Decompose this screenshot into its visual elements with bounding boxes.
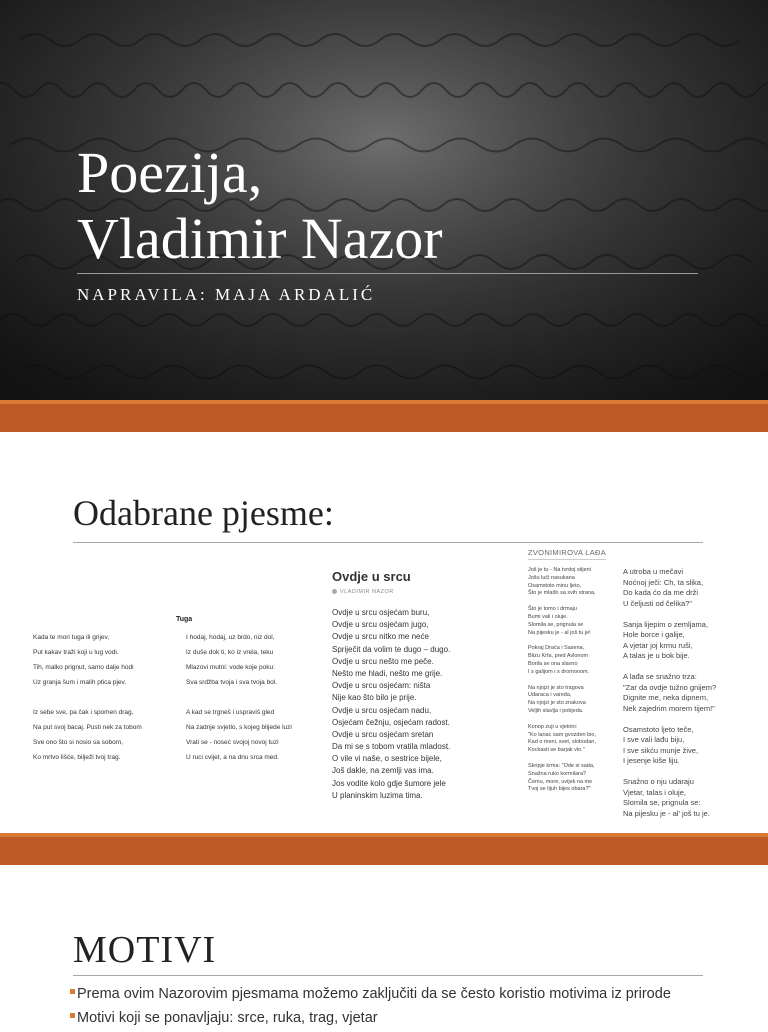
poem-line: Na pijesku je - al još tu je! — [528, 629, 591, 636]
poem-line: Još dakle, na zemlji vas ima. — [332, 766, 434, 776]
poem-line: U ruci cvijet, a na dnu srca med. — [186, 754, 279, 761]
poem-line: Sva srdžba tvoja i sva tvoja bol. — [186, 679, 278, 686]
poem-line: I s galijom i s dromonom. — [528, 668, 590, 675]
poem-line: Osamstoto minu ljeto, — [528, 582, 582, 589]
poem-line: Čemu, more, uvijek na me — [528, 778, 593, 785]
stanza-gap — [528, 598, 596, 606]
motivi-bullet-list — [70, 984, 671, 1032]
poem-line: Vjetar, talas i oluje, — [623, 787, 686, 797]
accent-band-1 — [0, 404, 768, 432]
poem-line: Spriječit da volim te dugo – dugo. — [332, 644, 451, 654]
user-icon — [332, 589, 337, 594]
stanza-gap — [528, 637, 596, 645]
poem-line: Tih, malko prignut, samo dalje hodi — [33, 664, 134, 671]
poem-author — [332, 589, 394, 595]
poem-line: Iz duše dok ti, ko iz vrela, teku — [186, 649, 274, 656]
poem-line: Na pijesku je - al' još tu je. — [623, 808, 710, 818]
poem-line: Borila se ona slavno — [528, 660, 578, 667]
poem-line: Dignite me, neka dipnem, — [623, 693, 709, 702]
poem-line: Bumi vali i oluje. — [528, 613, 568, 620]
poem-title: Ovdje u srcu — [332, 569, 411, 584]
poem-title: Tuga — [176, 616, 193, 623]
poem-line: Da mi se s tobom vratila mladost. — [332, 742, 451, 752]
poem-line: Što je mlađo sa svih strana, — [528, 590, 596, 597]
poem-line: I sve vali lađu biju, — [623, 735, 685, 744]
poem-line: Osamstoto ljeto teče, — [623, 724, 694, 734]
slide-3-title: MOTIVI — [73, 929, 217, 971]
stanza-gap — [623, 714, 716, 725]
poem-line: Slomila se, prignula se — [528, 621, 584, 628]
poem-image-tuga — [30, 610, 300, 760]
poem-line: Hole borce i galije, — [623, 630, 685, 639]
poem-title-divider — [528, 559, 606, 560]
slide-2-title: Odabrane pjesme: — [73, 493, 334, 533]
poem-line: Mlazovi mutni: vode koje poku: — [186, 664, 275, 671]
poem-column-1 — [33, 630, 142, 765]
poem-line: Put kakav traži koji u lug vodi. — [33, 649, 119, 656]
poem-line: Blizu Krfa, pred Avlonom — [528, 653, 589, 660]
poem-line: Noćnoj ječi: Ch, ta slika, — [623, 577, 704, 587]
bullet-item — [70, 1008, 671, 1032]
bullet-text: Prema ovim Nazorovim pjesmama možemo zaključiti da se često koristio motivima iz prirode — [77, 986, 671, 1002]
poem-line: Što je tomo i drmaju — [528, 606, 577, 613]
poem-line: Snažna ruko kormilara? — [528, 770, 587, 777]
poem-line: Sanja lijepim o zemljama, — [623, 619, 709, 629]
poem-line: Osjećam čežnju, osjećam radost. — [332, 717, 450, 727]
poem-line: U čeljusti od čelika?" — [623, 598, 692, 608]
poem-line — [33, 690, 142, 705]
poem-line: A lađa se snažno trza: — [623, 672, 697, 681]
presentation-subtitle: NAPRAVILA: MAJA ARDALIĆ — [77, 285, 376, 304]
poem-line: Na njojzi je sto tragova — [528, 684, 584, 691]
poem-line: Jošu luči nasukana — [528, 574, 575, 581]
poem-line: I hodaj, hodaj, uz brdo, niz dol, — [186, 634, 275, 641]
poem-line: Nešto me hladi, nešto me grije. — [332, 668, 443, 678]
poem-line: Ovdje u srcu nitko me neće — [332, 632, 429, 642]
poem-column-1 — [528, 567, 596, 794]
poem-line: A talas je u bok bije. — [623, 651, 690, 660]
poem-line: I sve sikću munje žive, — [623, 745, 699, 755]
bullet-icon — [70, 989, 75, 994]
poem-line: Iz sebe sve, pa čak i spomen drag, — [33, 709, 134, 716]
poem-line: Nek zajedrim morem tijem!" — [623, 703, 715, 713]
poem-line — [186, 690, 292, 705]
poem-line: Na put svoj bacaj. Pusti nek za tobom — [33, 724, 142, 731]
poem-line: Konop zuji u vjetrini: — [528, 723, 578, 730]
title-line-2: Vladimir Nazor — [77, 206, 443, 271]
title-line-1: Poezija, — [77, 140, 263, 205]
poem-line: Ovdje u srcu osjećam: ništa — [332, 681, 431, 691]
poem-line: Kada te mori tuga ili grijev, — [33, 634, 110, 641]
poem-line: Ovdje u srcu osjećam jugo, — [332, 620, 429, 630]
poem-line: Još je tu - Na tvrdoj stijeni — [528, 567, 591, 573]
poem-author-name: VLADIMIR NAZOR — [340, 589, 394, 595]
poem-line: A kad se trgneš i uspraviš gled — [186, 709, 275, 716]
stanza-gap — [623, 609, 716, 620]
poem-line: Vrati se - noseć svojoj novoj tuzi — [186, 739, 279, 746]
bullet-text: Motivi koji se ponavljaju: srce, ruka, trag, vjetar — [77, 1010, 378, 1026]
stanza-gap — [623, 767, 716, 778]
accent-band-2 — [0, 837, 768, 865]
stanza-gap — [528, 677, 596, 685]
poem-line: Ovdje u srcu nešto me peče. — [332, 656, 434, 666]
poem-line: "Ko lanac sam gvozden bio, — [528, 731, 596, 738]
poem-line: Na njojzi je sto znakova — [528, 700, 586, 707]
poem-title: ZVONIMIROVA LAĐA — [528, 548, 607, 557]
poem-line: Jos vodite kolo gdje šumore jele — [332, 778, 446, 788]
poem-line: Sve ono što si nosio sa sobom, — [33, 739, 123, 746]
poem-line: Uz granja šum i malih ptica pjev. — [33, 679, 127, 686]
poem-line: Nije kao što bilo je prije. — [332, 693, 417, 703]
poem-line: U planinskim luzima tima. — [332, 790, 423, 800]
stanza-gap — [528, 716, 596, 724]
slide-3-divider — [73, 975, 703, 976]
poem-line: Kockasti se barjak vio." — [528, 747, 585, 754]
poem-line: Skripje krma: "Ode si sada, — [528, 762, 595, 769]
poem-line: Snažno o nju udaraju — [623, 777, 694, 786]
poem-line: Ko mrtvo lišće, bilježi tvoj trag. — [33, 754, 121, 761]
poem-line: "Zar da ovdje tužno gnijem? — [623, 682, 717, 692]
bullet-icon — [70, 1013, 75, 1018]
poem-text — [332, 607, 450, 802]
stanza-gap — [528, 755, 596, 763]
poem-image-zvonimirova-lada — [520, 543, 752, 833]
poem-line: Ovdje u srcu osjećam nadu, — [332, 705, 432, 715]
poem-line: A vjetar joj krmu ruši, — [623, 640, 693, 650]
title-divider — [77, 273, 698, 274]
poem-line: Pokraj Drača i Sasena, — [528, 645, 585, 652]
poem-line: O vile vi naše, o sestrice bijele, — [332, 754, 442, 764]
title-slide — [0, 0, 768, 400]
bullet-item — [70, 984, 671, 1008]
poem-image-ovdje-u-srcu — [322, 563, 470, 813]
poem-line: Ovdje u srcu osjećam buru, — [332, 608, 430, 617]
poem-column-2 — [623, 567, 716, 819]
poem-line: Udaraca i vareda, — [528, 692, 572, 699]
poem-line: A utroba u mečavi — [623, 567, 684, 576]
stanza-gap — [623, 662, 716, 673]
poem-line: Do kada ćo da me drži — [623, 588, 699, 597]
poem-line: Slomila se, prignula se: — [623, 798, 701, 807]
poem-line: Na zadnje svjetlo, s kojeg blijede luzi — [186, 724, 292, 731]
poem-line: Ovdje u srcu osjećam sretan — [332, 729, 434, 739]
poem-line: Tvoj se lijuh bijes obara?" — [528, 786, 591, 793]
poem-line: Veljih slavlja i pobjeda. — [528, 707, 584, 714]
poem-line: Kad o meni, svet, slobodan, — [528, 739, 596, 746]
poem-line: I jesenje kiše liju. — [623, 756, 680, 765]
presentation-title — [77, 140, 443, 272]
poem-column-2 — [186, 630, 292, 765]
